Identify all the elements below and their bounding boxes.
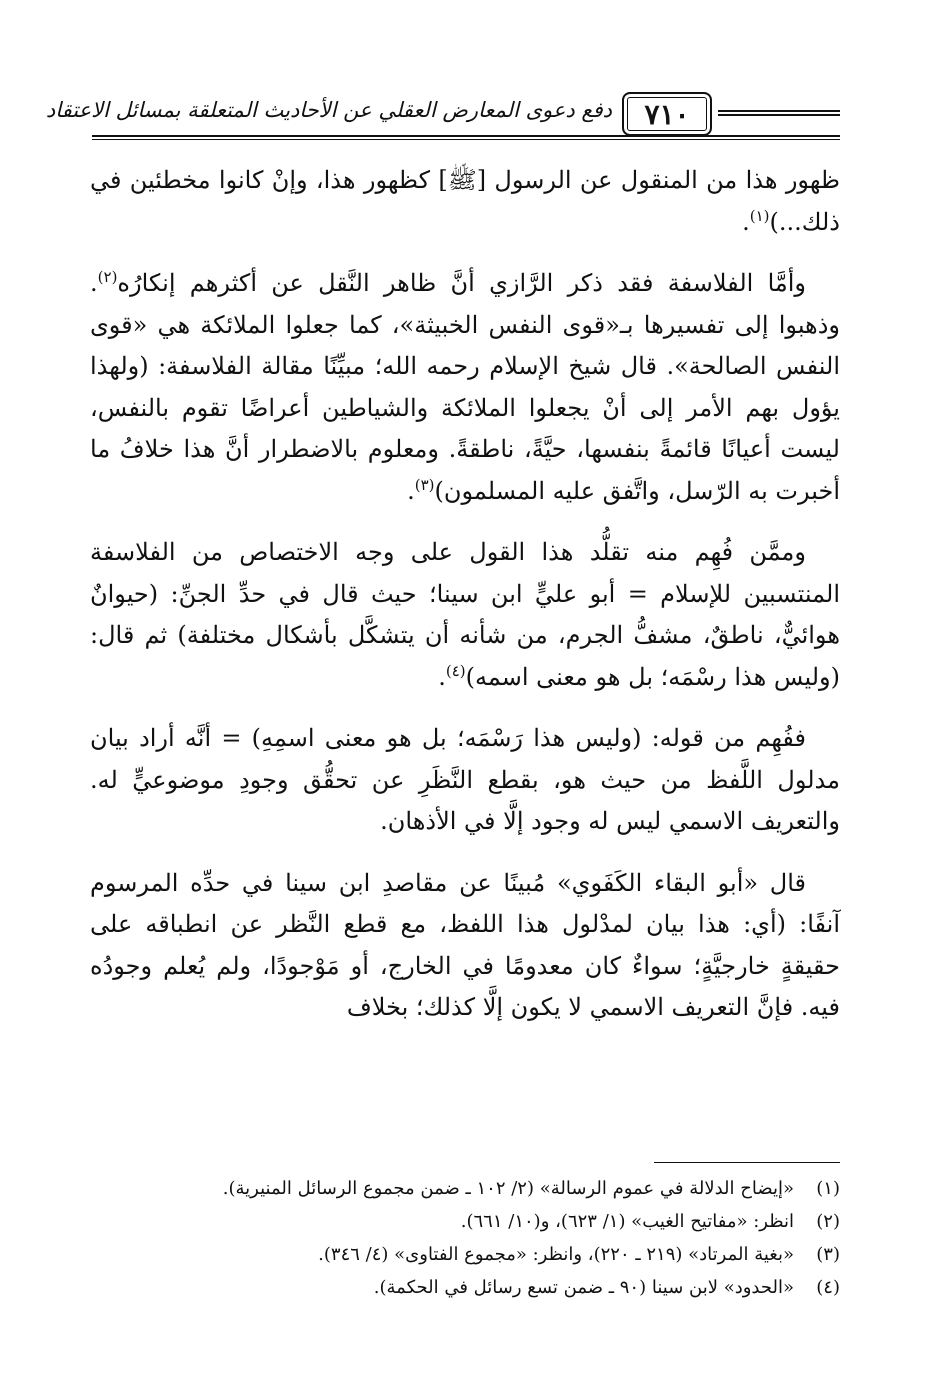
footnote <box>90 1172 840 1205</box>
footnote-text: «الحدود» لابن سينا (٩٠ ـ ضمن تسع رسائل في الحكمة). <box>373 1277 794 1298</box>
paragraph-3: وممَّن فُهِم منه تقلُّد هذا القول على وجه الاختصاص من الفلاسفة المنتسبين للإسلام = أبو عليٍّ ابن سينا؛ حيث قال في حدِّ الجنِّ: (حيوانٌ هوائيٌّ، ناطقٌ، مشفُّ الجرم، من شأنه أن يتشكَّل بأشكال مختلفة) ثم قال: (وليس هذا رسْمَه؛ بل هو معنى اسمه)$^{(٤)}$. <box>90 538 840 691</box>
footnote-ref: (٤) <box>445 661 466 680</box>
paragraph-2: وأمَّا الفلاسفة فقد ذكر الرَّازي أنَّ ظاهر النَّقل عن أكثرهم إنكارُه$^{(٢)}$. وذهبوا إلى تفسيرها بـ«قوى النفس الخبيثة»، كما جعلوا الملائكة هي «قوى النفس الصالحة». قال شيخ الإسلام رحمه الله؛ مبيِّنًا مقالة الفلاسفة: (ولهذا يؤول بهم الأمر إلى أنْ يجعلوا الملائكة والشياطين أعراضًا تقوم بالنفس، ليست أعيانًا قائمةً بنفسها، حيَّةً، ناطقةً. ومعلوم بالاضطرار أنَّ هذا خلافُ ما أخبرت به الرّسل، واتَّفق عليه المسلمون)$^{(٣)}$. <box>90 268 840 505</box>
header-rule <box>92 135 840 137</box>
footnote <box>90 1205 840 1238</box>
footnote <box>90 1238 840 1271</box>
running-title: دفع دعوى المعارض العقلي عن الأحاديث المتعلقة بمسائل الاعتقاد <box>45 98 612 122</box>
footnotes <box>90 1172 840 1304</box>
page-header <box>45 92 840 142</box>
footnote <box>90 1271 840 1304</box>
footnote-number: (٤) <box>816 1277 840 1298</box>
footnote-ref: (١) <box>749 206 770 225</box>
footnote-text: «إيضاح الدلالة في عموم الرسالة» (٢/ ١٠٢ ـ ضمن مجموع الرسائل المنيرية). <box>222 1178 794 1199</box>
footnote-number: (١) <box>816 1178 840 1199</box>
footnote-ref: (٣) <box>414 475 435 494</box>
footnote-text: «بغية المرتاد» (٢١٩ ـ ٢٢٠)، وانظر: «مجموع الفتاوى» (٤/ ٣٤٦). <box>318 1244 794 1265</box>
paragraph-5: قال «أبو البقاء الكَفَوي» مُبينًا عن مقاصدِ ابن سينا في حدِّه المرسوم آنفًا: (أي: هذا بيان لمدْلول هذا اللفظ، مع قطع النَّظر عن انطباقه على حقيقةٍ خارجيَّةٍ؛ سواءٌ كان معدومًا في الخارج، أو مَوْجودًا، ولم يُعلم وجودُه فيه. فإنَّ التعريف الاسمي لا يكون إلَّا كذلك؛ بخلاف <box>90 868 840 1021</box>
footnote-text: انظر: «مفاتيح الغيب» (١/ ٦٢٣)، و(١٠/ ٦٦١). <box>460 1211 794 1232</box>
footnote-ref: (٢) <box>97 268 118 286</box>
header-ornament-dash <box>718 110 840 116</box>
page-number: ٧١٠ <box>622 92 712 136</box>
footnote-number: (٢) <box>816 1211 840 1232</box>
footnote-rule <box>654 1162 840 1163</box>
body-text <box>90 160 840 1049</box>
paragraph-1: ظهور هذا من المنقول عن الرسول [ﷺ] كظهور هذا، وإنْ كانوا مخطئين في ذلك...)$^{(١)}$. <box>90 166 840 236</box>
header-rule-thin <box>92 139 840 140</box>
footnote-number: (٣) <box>816 1244 840 1265</box>
paragraph-4: ففُهِم من قوله: (وليس هذا رَسْمَه؛ بل هو معنى اسمِهِ) = أنَّه أراد بيان مدلول اللَّفظ من حيث هو، بقطع النَّظَرِ عن تحقُّق وجودِ موضوعيٍّ له. والتعريف الاسمي ليس له وجود إلَّا في الأذهان. <box>90 724 840 835</box>
